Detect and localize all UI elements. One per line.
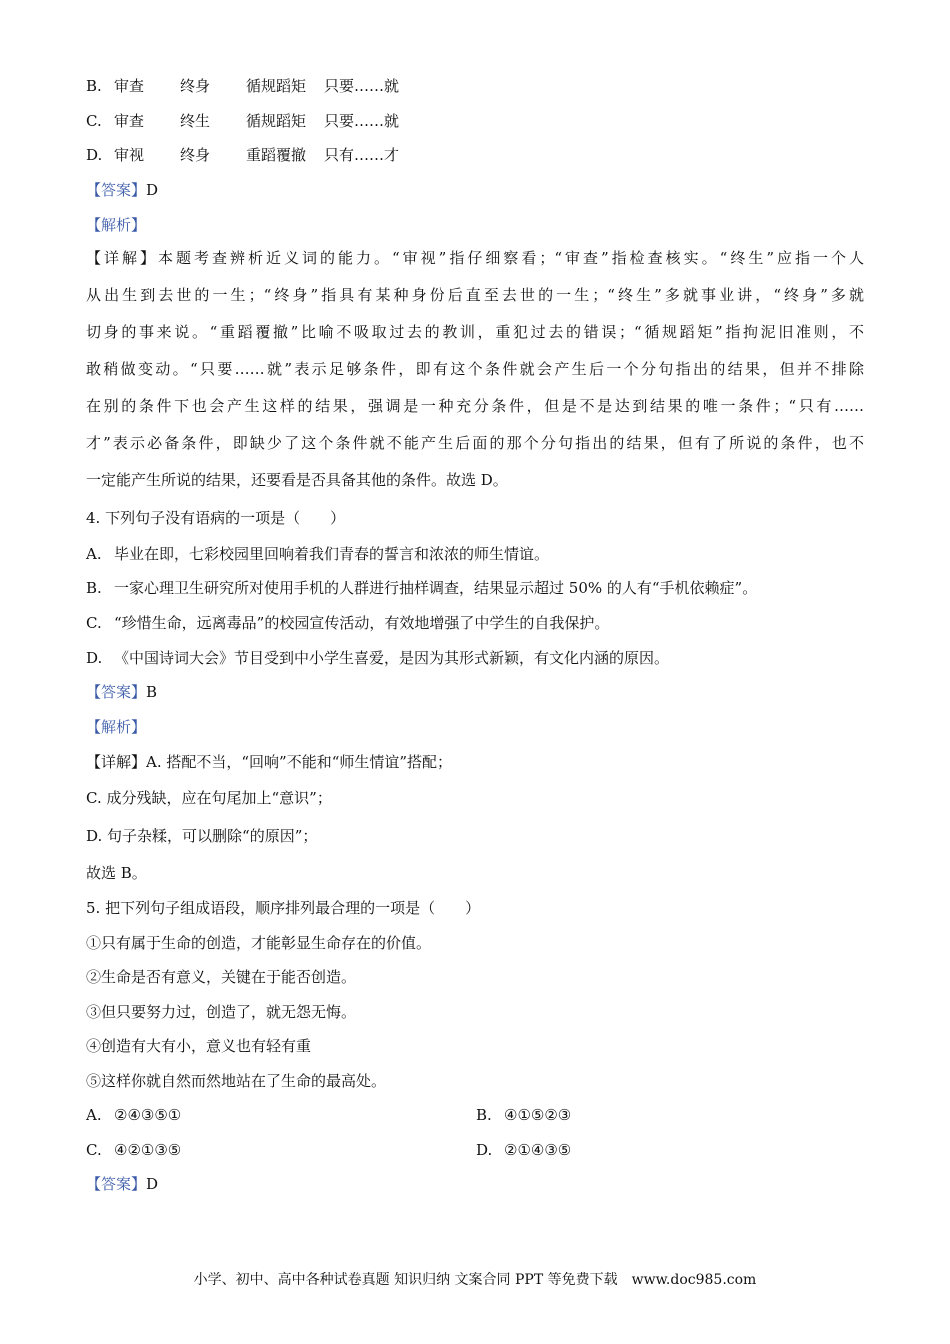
q4-option-b: B. 一家心理卫生研究所对使用手机的人群进行抽样调查，结果显示超过 50% 的人有“手机依赖症”。 (86, 579, 758, 597)
q3-option-b: B. 审查 终身 循规蹈矩 只要……就 (86, 77, 400, 95)
q5-option-d: D. ②①④③⑤ (476, 1141, 572, 1159)
q4-option-c: C. “珍惜生命，远离毒品”的校园宣传活动，有效地增强了中学生的自我保护。 (86, 614, 610, 632)
q4-detail-line: 故选 B。 (86, 864, 147, 882)
q5-sentence: ②生命是否有意义，关键在于能否创造。 (86, 968, 357, 986)
q5-option-c: C. ④②①③⑤ (86, 1141, 182, 1159)
q4-answer: 【答案】B (86, 683, 158, 701)
q4-stem: 4. 下列句子没有语病的一项是（ ） (86, 509, 346, 527)
q5-sentence: ①只有属于生命的创造，才能彰显生命存在的价值。 (86, 934, 432, 952)
q3-option-c: C. 审查 终生 循规蹈矩 只要……就 (86, 112, 400, 130)
q4-analysis-tag: 【解析】 (86, 718, 147, 736)
q4-detail-line: C. 成分残缺，应在句尾加上“意识”； (86, 789, 332, 807)
q3-option-d: D. 审视 终身 重蹈覆撤 只有……才 (86, 146, 400, 164)
q5-answer: 【答案】D (86, 1175, 159, 1193)
q3-analysis-tag: 【解析】 (86, 216, 147, 234)
q4-detail-line: D. 句子杂糅，可以删除“的原因”； (86, 827, 318, 845)
q4-option-a: A. 毕业在即，七彩校园里回响着我们青春的誓言和浓浓的师生情谊。 (86, 545, 550, 563)
q4-option-d: D. 《中国诗词大会》节目受到中小学生喜爱，是因为其形式新颖，有文化内涵的原因。 (86, 649, 670, 667)
q4-detail-line: 【详解】A. 搭配不当，“回响”不能和“师生情谊”搭配； (86, 753, 453, 771)
q5-stem: 5. 把下列句子组成语段，顺序排列最合理的一项是（ ） (86, 899, 481, 917)
q3-answer: 【答案】D (86, 181, 159, 199)
q5-sentence: ④创造有大有小，意义也有轻有重 (86, 1037, 312, 1055)
q5-sentence: ③但只要努力过，创造了，就无怨无悔。 (86, 1003, 357, 1021)
page-footer: 小学、初中、高中各种试卷真题 知识归纳 文案合同 PPT 等免费下载 www.doc985.com (193, 1272, 757, 1288)
q5-sentence: ⑤这样你就自然而然地站在了生命的最高处。 (86, 1072, 387, 1090)
q5-option-b: B. ④①⑤②③ (476, 1106, 572, 1124)
q3-detail-paragraph: 【详解】本题考查辨析近义词的能力。“审视”指仔细察看；“审查”指检查核实。“终生”应指一个人 从出生到去世的一生；“终身”指具有某种身份后直至去世的一生；“终生”多就事业讲，“终身”多就 切身的事来说。“重蹈覆撤”比喻不吸取过去的教训，重犯过去的错误；“循规蹈矩”指拘泥旧准则，不 敢稍做变动。“只要……就”表示足够条件，即有这个条件就会产生后一个分句指出的结果，但并不排除 在别的条件下也会产生这样的结果，强调是一种充分条件，但是不是达到结果的唯一条件；“只有…… 才”表示必备条件，即缺少了这个条件就不能产生后面的那个分句指出的结果，但有了所说的条件，也不 一定能产生所说的结果，还要看是否具备其他的条件。故选 D。 (86, 249, 864, 489)
q5-option-a: A. ②④③⑤① (86, 1106, 182, 1124)
